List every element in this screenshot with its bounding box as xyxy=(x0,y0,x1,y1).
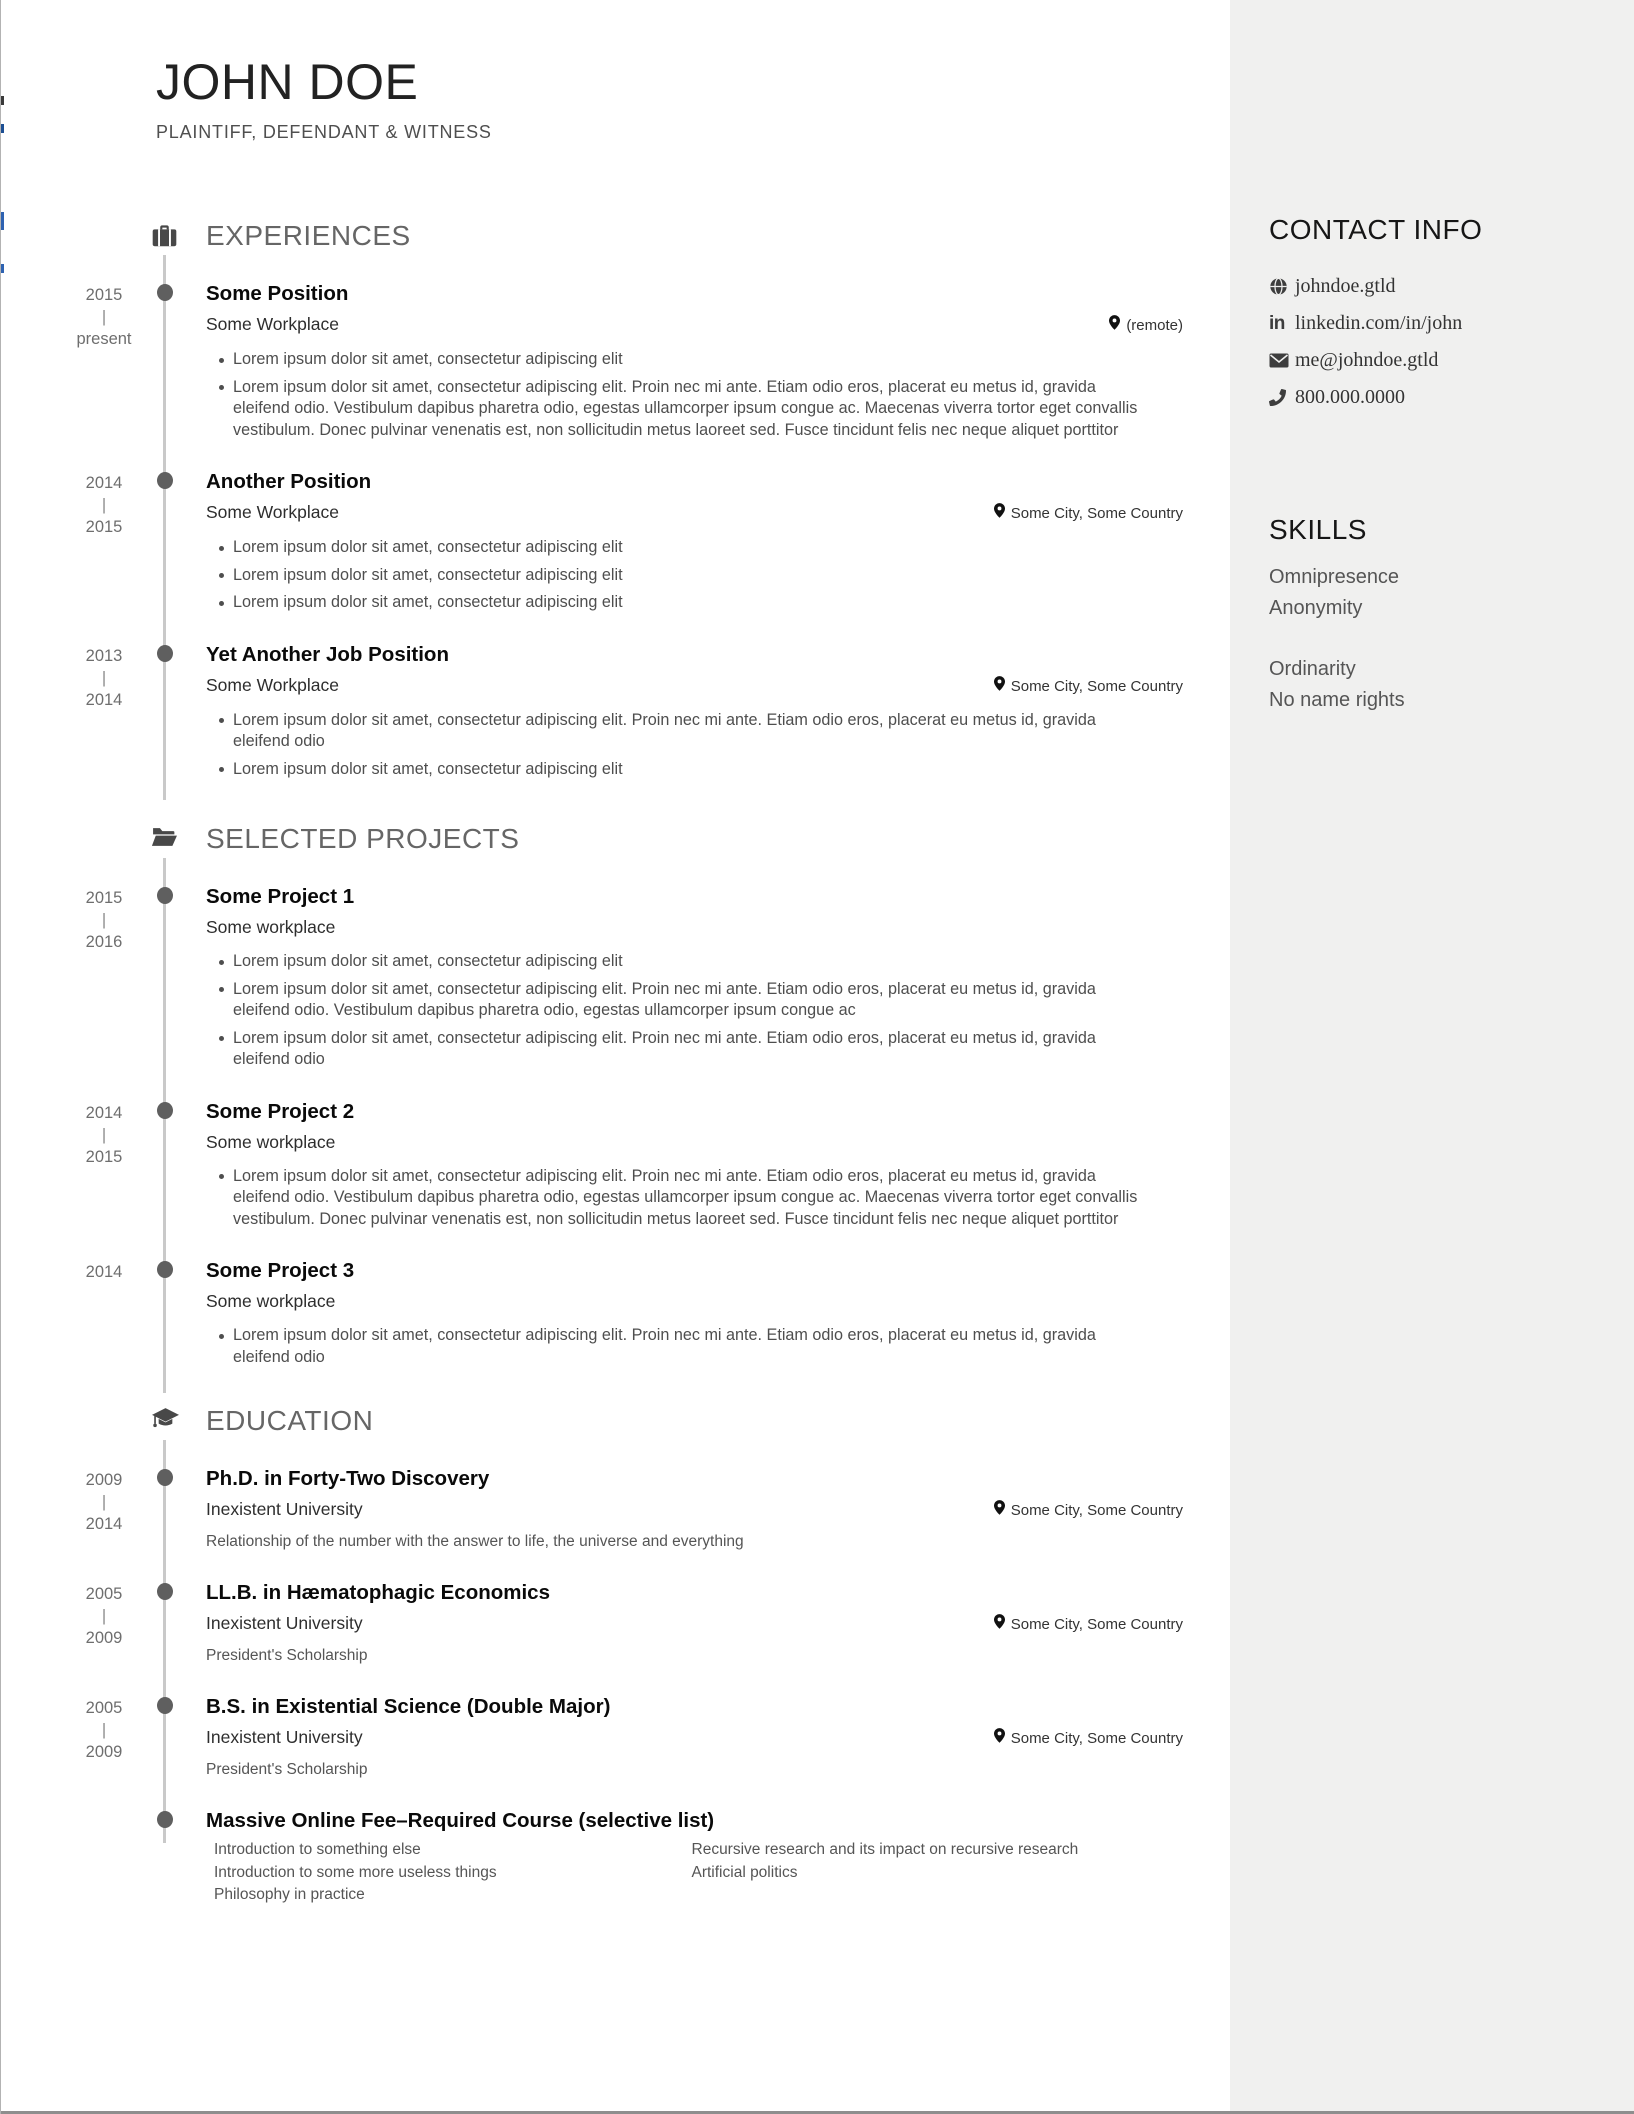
course-item: Philosophy in practice xyxy=(214,1886,365,1903)
section-title: EDUCATION xyxy=(206,1405,374,1436)
entry-title: Some Project 2 xyxy=(206,1099,355,1123)
section-header xyxy=(1,1404,1231,1438)
page-edge-artifact xyxy=(1,96,4,105)
date-start: 2015 xyxy=(85,286,123,304)
entry-bullet: Lorem ipsum dolor sit amet, consectetur adipiscing elit xyxy=(206,349,1146,371)
date-start: 2014 xyxy=(85,1263,123,1281)
entry-title: LL.B. in Hæmatophagic Economics xyxy=(206,1581,550,1604)
entry-meta-row xyxy=(206,1499,1183,1521)
person-subtitle: PLAINTIFF, DEFENDANT & WITNESS xyxy=(156,122,492,142)
timeline-dot xyxy=(157,1583,173,1600)
entry-title: Massive Online Fee–Required Course (selective list) xyxy=(206,1809,715,1832)
entry-date-range xyxy=(76,645,132,711)
date-separator: | xyxy=(101,496,107,514)
entry-date-range xyxy=(76,1469,132,1535)
entry-location-text: Some City, Some Country xyxy=(1010,1730,1183,1747)
entry-organization: Inexistent University xyxy=(206,1727,363,1747)
contact-info-heading: CONTACT INFO xyxy=(1269,214,1483,245)
entry-bullet: Lorem ipsum dolor sit amet, consectetur adipiscing elit xyxy=(206,537,1146,559)
section-projects xyxy=(1,822,1231,1368)
entry-date-range xyxy=(76,1102,132,1168)
date-start: 2005 xyxy=(85,1585,123,1603)
entry-location-text: (remote) xyxy=(1126,317,1183,334)
date-start: 2014 xyxy=(85,474,123,492)
entry-bullet: Lorem ipsum dolor sit amet, consectetur adipiscing elit xyxy=(206,592,1146,614)
entry-location xyxy=(994,1614,1183,1635)
timeline-dot xyxy=(157,1102,173,1119)
course-item: Artificial politics xyxy=(691,1863,798,1881)
entry xyxy=(206,1808,1183,1907)
entry-highlights xyxy=(206,710,1146,781)
entry-meta-row xyxy=(206,1613,1183,1635)
entry-meta-row xyxy=(206,1132,1183,1153)
course-item: Recursive research and its impact on recursive research xyxy=(691,1841,1079,1858)
date-start: 2014 xyxy=(85,1103,123,1122)
skill-group xyxy=(1269,562,1614,624)
entry-bullet: Lorem ipsum dolor sit amet, consectetur adipiscing elit xyxy=(206,759,1146,781)
entry-bullet: Lorem ipsum dolor sit amet, consectetur adipiscing elit xyxy=(206,951,1146,973)
entry-location xyxy=(994,1728,1183,1749)
map-pin-icon xyxy=(994,676,1005,697)
date-end: 2014 xyxy=(85,1515,123,1533)
timeline-dot xyxy=(157,1697,173,1714)
entry-title: Yet Another Job Position xyxy=(206,642,449,666)
sidebar xyxy=(1230,0,1634,2114)
date-end: 2016 xyxy=(85,933,123,951)
entry-description: President's Scholarship xyxy=(206,1761,368,1778)
date-start: 2015 xyxy=(85,889,123,907)
section-education xyxy=(1,1404,1231,1907)
entry-location-text: Some City, Some Country xyxy=(1010,1616,1183,1633)
entry-highlights xyxy=(206,349,1146,441)
entry-date-range xyxy=(76,284,132,350)
date-separator: | xyxy=(101,1607,107,1625)
person-name: JOHN DOE xyxy=(156,54,419,110)
timeline-line xyxy=(163,858,166,1393)
entry-organization: Some Workplace xyxy=(206,674,339,695)
globe-icon xyxy=(1269,277,1295,296)
timeline-dot xyxy=(157,284,173,301)
date-end: present xyxy=(76,330,132,348)
date-separator: | xyxy=(101,668,107,687)
course-item: Introduction to some more useless things xyxy=(214,1863,497,1881)
entry-bullet: Lorem ipsum dolor sit amet, consectetur adipiscing elit. Proin nec mi ante. Etiam odio eros, placerat eu metus id, gravida eleifend odio xyxy=(206,1325,1146,1368)
email-icon xyxy=(1269,353,1295,368)
entry xyxy=(85,1258,1183,1368)
section-title: SELECTED PROJECTS xyxy=(206,823,520,854)
skill-item: Ordinarity xyxy=(1269,658,1356,680)
entry xyxy=(85,469,1183,614)
timeline-line xyxy=(163,255,166,800)
entry xyxy=(85,1580,1183,1666)
section-header xyxy=(1,219,1231,253)
section-title: EXPERIENCES xyxy=(206,220,411,251)
entry xyxy=(76,281,1183,441)
entry xyxy=(85,1694,1183,1780)
entry-location xyxy=(994,676,1183,697)
entry-highlights xyxy=(206,537,1146,614)
entry-date-range xyxy=(76,472,132,538)
date-end: 2014 xyxy=(85,690,123,709)
entry-bullet: Lorem ipsum dolor sit amet, consectetur adipiscing elit. Proin nec mi ante. Etiam odio eros, placerat eu metus id, gravida eleifend odio. Vestibulum dapibus pharetra odio, egestas ullamcorper ipsum congue ac. Maecenas viverra tortor eget convallis vestibulum. Donec pulvinar venenatis est, non sollicitudin metus laoreet sed. Fusce tincidunt felis nec neque aliquet porttitor xyxy=(206,1166,1146,1231)
entry-organization: Some workplace xyxy=(206,1291,336,1311)
entry-title: Another Position xyxy=(206,470,372,493)
skills-list xyxy=(1269,562,1614,716)
date-end: 2009 xyxy=(85,1629,123,1647)
entry-title: Some Project 1 xyxy=(206,885,355,908)
entry-bullet: Lorem ipsum dolor sit amet, consectetur adipiscing elit xyxy=(206,565,1146,587)
entry-bullet: Lorem ipsum dolor sit amet, consectetur adipiscing elit. Proin nec mi ante. Etiam odio eros, placerat eu metus id, gravida eleifend odio xyxy=(206,1028,1146,1071)
graduation-cap-icon xyxy=(151,1407,178,1434)
entry-meta-row xyxy=(206,314,1183,336)
entry-location-text: Some City, Some Country xyxy=(1010,677,1183,695)
map-pin-icon xyxy=(994,1500,1005,1521)
entry-location xyxy=(994,1500,1183,1521)
entry xyxy=(85,1466,1183,1552)
phone-icon xyxy=(1269,389,1295,406)
entry-location xyxy=(1109,315,1183,336)
map-pin-icon xyxy=(994,1728,1005,1749)
entry-meta-row xyxy=(206,502,1183,524)
entry-date-range xyxy=(76,1261,132,1283)
entry-meta-row xyxy=(206,1291,1183,1312)
entry-bullet: Lorem ipsum dolor sit amet, consectetur adipiscing elit. Proin nec mi ante. Etiam odio eros, placerat eu metus id, gravida eleifend odio. Vestibulum dapibus pharetra odio, egestas ullamcorper ipsum congue ac. Maecenas viverra tortor eget convallis vestibulum. Donec pulvinar venenatis est, non sollicitudin metus laoreet sed. Fusce tincidunt felis nec neque aliquet porttitor xyxy=(206,377,1146,442)
skill-item: Omnipresence xyxy=(1269,566,1400,588)
entry-title: Ph.D. in Forty-Two Discovery xyxy=(206,1467,490,1490)
skill-item: No name rights xyxy=(1269,689,1405,711)
linkedin-icon: in xyxy=(1269,313,1285,334)
timeline-line xyxy=(163,1440,166,1843)
timeline-dot xyxy=(157,645,173,662)
page-edge-artifact xyxy=(1,264,4,273)
contact-value[interactable]: linkedin.com/in/john xyxy=(1295,312,1463,334)
skill-item: Anonymity xyxy=(1269,597,1363,619)
skill-group xyxy=(1269,654,1614,716)
entry-location-text: Some City, Some Country xyxy=(1010,505,1183,522)
date-separator: | xyxy=(101,911,107,929)
page-edge-artifact xyxy=(1,124,4,133)
entry-date-range xyxy=(76,887,132,953)
entry xyxy=(85,1099,1183,1231)
entry-bullet: Lorem ipsum dolor sit amet, consectetur adipiscing elit. Proin nec mi ante. Etiam odio eros, placerat eu metus id, gravida eleifend odio xyxy=(206,710,1146,753)
entry-organization: Some workplace xyxy=(206,917,336,937)
map-pin-icon xyxy=(994,503,1005,524)
entry-title: B.S. in Existential Science (Double Major) xyxy=(206,1695,611,1718)
entry-title: Some Position xyxy=(206,282,349,305)
entry-meta-row xyxy=(206,917,1183,938)
contact-value[interactable]: 800.000.0000 xyxy=(1295,386,1405,408)
date-separator: | xyxy=(101,308,107,326)
main-column xyxy=(1,0,1231,1907)
contact-value[interactable]: me@johndoe.gtld xyxy=(1295,349,1439,371)
skills-heading: SKILLS xyxy=(1269,514,1367,545)
contact-list xyxy=(1269,268,1614,416)
entry-location xyxy=(994,503,1183,524)
entry-bullet: Lorem ipsum dolor sit amet, consectetur adipiscing elit. Proin nec mi ante. Etiam odio eros, placerat eu metus id, gravida eleifend odio. Vestibulum dapibus pharetra odio, egestas ullamcorper ipsum congue ac xyxy=(206,979,1146,1022)
entry-highlights xyxy=(206,951,1146,1071)
timeline-dot xyxy=(157,1811,173,1828)
entry-date-range xyxy=(76,1697,132,1763)
entry-date-range xyxy=(76,1583,132,1649)
date-separator: | xyxy=(101,1721,107,1739)
entry-description: Relationship of the number with the answer to life, the universe and everything xyxy=(206,1533,744,1550)
page-edge-artifact xyxy=(1,212,4,230)
date-start: 2013 xyxy=(85,646,123,665)
entry-highlights xyxy=(206,1166,1146,1231)
section-experiences xyxy=(1,219,1231,780)
course-item: Introduction to something else xyxy=(214,1841,421,1858)
entry-location-text: Some City, Some Country xyxy=(1010,1502,1183,1519)
date-separator: | xyxy=(101,1493,107,1511)
entry-meta-row xyxy=(206,675,1183,697)
entry xyxy=(85,642,1183,781)
map-pin-icon xyxy=(994,1614,1005,1635)
entry-title: Some Project 3 xyxy=(206,1259,355,1282)
entry-highlights xyxy=(206,1325,1146,1368)
entry-organization: Some workplace xyxy=(206,1131,336,1152)
entry-organization: Inexistent University xyxy=(206,1613,363,1633)
date-end: 2015 xyxy=(85,1147,123,1166)
date-start: 2009 xyxy=(85,1471,123,1489)
contact-item xyxy=(1269,379,1614,416)
section-header xyxy=(1,822,1231,856)
date-start: 2005 xyxy=(85,1699,123,1717)
date-separator: | xyxy=(101,1125,107,1144)
entry-organization: Some Workplace xyxy=(206,314,339,334)
timeline-dot xyxy=(157,1261,173,1278)
entry-meta-row xyxy=(206,1727,1183,1749)
timeline-dot xyxy=(157,472,173,489)
contact-item xyxy=(1269,268,1614,305)
folder-open-icon xyxy=(151,825,178,852)
entry-organization: Inexistent University xyxy=(206,1499,363,1519)
briefcase-icon xyxy=(151,222,178,249)
timeline-dot xyxy=(157,887,173,904)
timeline-dot xyxy=(157,1469,173,1486)
skills-block xyxy=(1269,514,1614,716)
contact-item xyxy=(1269,342,1614,379)
date-end: 2009 xyxy=(85,1743,123,1761)
contact-item xyxy=(1269,305,1614,342)
date-end: 2015 xyxy=(85,518,123,536)
entry-organization: Some Workplace xyxy=(206,502,339,522)
course-list xyxy=(214,1839,1114,1907)
entry xyxy=(85,884,1183,1071)
contact-value[interactable]: johndoe.gtld xyxy=(1295,275,1396,297)
map-pin-icon xyxy=(1109,315,1120,336)
entry-description: President's Scholarship xyxy=(206,1647,368,1664)
